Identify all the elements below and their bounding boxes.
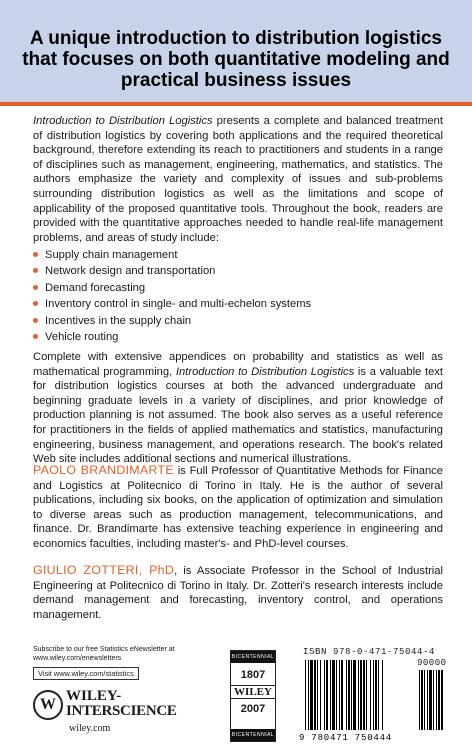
barcode-bar (421, 670, 423, 730)
barcode-bar (436, 670, 437, 730)
bullet-icon (33, 268, 38, 273)
barcode-bar (351, 660, 352, 730)
bicentennial-year-start: 1807 (240, 669, 266, 681)
isbn-barcode (295, 658, 451, 742)
barcode-bar (358, 660, 359, 730)
barcode-bar (353, 660, 356, 730)
headline: A unique introduction to distribution logistics that focuses on both quantitative modeling and practical business issues (22, 28, 450, 91)
barcode-bar (370, 660, 371, 730)
author-name: GIULIO ZOTTERI, PhD (33, 563, 175, 577)
barcode-bar (429, 670, 432, 730)
list-item: Network design and transportation (33, 263, 443, 279)
list-item: Supply chain management (33, 247, 443, 263)
header-band (0, 0, 472, 102)
logo-text: WILEY- (66, 688, 122, 704)
visit-website-link[interactable]: Visit www.wiley.com/statistics (33, 667, 139, 680)
description-paragraph (33, 114, 443, 245)
barcode-bar (339, 660, 340, 730)
bicentennial-logo (230, 650, 276, 742)
barcode-bar (348, 660, 350, 730)
barcode-bar (324, 660, 325, 730)
author-name: PAOLO BRANDIMARTE (33, 463, 174, 477)
barcode-bar (438, 670, 440, 730)
barcode-bar (360, 660, 362, 730)
author-bio-brandimarte (33, 463, 443, 552)
barcode-bar (433, 670, 434, 730)
list-item: Demand forecasting (33, 280, 443, 296)
price-code: 90000 (417, 658, 447, 668)
barcode-bar (424, 670, 425, 730)
barcode-bars-price (419, 670, 443, 730)
barcode-bar (373, 660, 374, 730)
newsletter-link[interactable]: www.wiley.com/enewsletters (33, 655, 122, 662)
author-bio-text: , is Associate Professor in the School of Industrial Engineering at Politecnico di Torino in Italy. Dr. Zotteri's research interests include demand management and forecasting, inventory control, and operations management. (33, 565, 443, 621)
barcode-bar (382, 660, 383, 730)
barcode-bar (326, 660, 328, 730)
barcode-bar (378, 660, 379, 730)
author-bio-zotteri (33, 563, 443, 622)
list-item: Vehicle routing (33, 329, 443, 345)
logo-url: wiley.com (69, 723, 111, 734)
book-title-italic: Introduction to Distribution Logistics (33, 115, 213, 127)
list-item: Incentives in the supply chain (33, 313, 443, 329)
barcode-bar (310, 660, 313, 730)
summary-paragraph: Complete with extensive appendices on probability and statistics as well as mathematical programming, Introduction to Distribution Logistics is a valuable text for distribution logistics courses at both the advanced undergraduate and beginning graduate levels in a variety of disciplines, and prior knowledge of production planning is not assumed. The book also serves as a useful reference for practitioners in the fields of applied mathematics and statistics, manufacturing engineering, business management, and operations research. The book's related Web site includes additional sections and numerical illustrations. (33, 351, 443, 466)
orange-divider (0, 102, 472, 106)
barcode-bars-main (305, 660, 383, 730)
bicentennial-label: BICENTENNIAL (231, 651, 275, 663)
barcode-bar (330, 660, 331, 730)
barcode-bar (441, 670, 443, 730)
wiley-logo-icon: W (33, 690, 63, 720)
barcode-bar (341, 660, 343, 730)
book-title-italic: Introduction to Distribution Logistics (175, 365, 355, 378)
barcode-bar (366, 660, 367, 730)
barcode-bar (346, 660, 347, 730)
bullet-icon (33, 252, 38, 257)
barcode-bar (363, 660, 365, 730)
isbn-number: ISBN 978-0-471-75044-4 (303, 647, 436, 657)
barcode-bar (317, 660, 318, 730)
bullet-icon (33, 334, 38, 339)
barcode-bar (419, 670, 420, 730)
barcode-bar (332, 660, 335, 730)
barcode-bar (427, 670, 428, 730)
description-text: presents a complete and balanced treatment of distribution logistics by covering both applications and the required theoretical background, therefore extending its reach to practitioners and students in a range of disciplines such as management, engineering, mathematics, and statistics. The authors emphasize the variety and complexity of issues and sub-problems surrounding distribution logistics as well as the limitations and scope of applicability of the proposed quantitative tools. Throughout the book, readers are provided with the quantitative approaches needed to handle real-life management problems, and areas of study include: (33, 115, 443, 244)
bicentennial-brand: WILEY (231, 685, 275, 699)
subscribe-line: Subscribe to our free Statistics eNewsletter at (33, 646, 175, 653)
barcode-bar (375, 660, 377, 730)
newsletter-block (33, 645, 213, 681)
barcode-bar (308, 660, 309, 730)
barcode-bar (336, 660, 337, 730)
logo-text: INTERSCIENCE (66, 703, 177, 719)
bullet-icon (33, 301, 38, 306)
author-bio-text: is Full Professor of Quantitative Methods for Finance and Logistics at Politecnico di Torino in Italy. He is the author of several publications, including six books, on the application of optimization and simulation to diverse areas such as production management, telecommunications, and finance. Dr. Brandimarte has extensive teaching experience in engineering and economics faculties, including master's- and PhD-level courses. (33, 465, 443, 550)
topics-list (33, 247, 443, 345)
bullet-icon (33, 285, 38, 290)
barcode-bar (314, 660, 316, 730)
bullet-icon (33, 318, 38, 323)
barcode-bar (320, 660, 321, 730)
bicentennial-label: BICENTENNIAL (231, 729, 275, 741)
wiley-interscience-logo (33, 688, 177, 740)
barcode-bar (305, 660, 306, 730)
bicentennial-year-end: 2007 (240, 703, 266, 715)
barcode-digits: 9 780471 750444 (299, 733, 393, 742)
list-item: Inventory control in single- and multi-echelon systems (33, 296, 443, 312)
